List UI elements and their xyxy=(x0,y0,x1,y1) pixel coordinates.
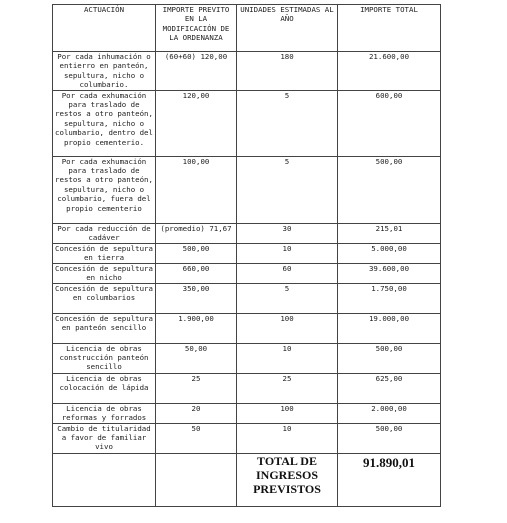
unidades-cell: 5 xyxy=(237,156,338,223)
actuacion-cell: Licencia de obras reformas y forrados xyxy=(53,403,156,423)
total-cell: 39.600,00 xyxy=(338,263,441,283)
unidades-cell: 180 xyxy=(237,52,338,91)
total-cell: 500,00 xyxy=(338,343,441,373)
header-unidades: UNIDADES ESTIMADAS AL AÑO xyxy=(237,5,338,52)
fees-table xyxy=(52,4,441,507)
unidades-cell: 10 xyxy=(237,343,338,373)
unidades-cell: 25 xyxy=(237,373,338,403)
importe-cell: 1.900,00 xyxy=(156,313,237,343)
total-cell: 19.000,00 xyxy=(338,313,441,343)
table-row xyxy=(53,263,441,283)
importe-cell: (promedio) 71,67 xyxy=(156,223,237,243)
total-cell: 21.600,00 xyxy=(338,52,441,91)
unidades-cell: 5 xyxy=(237,90,338,156)
importe-cell: 100,00 xyxy=(156,156,237,223)
actuacion-cell: Concesión de sepultura en columbarios xyxy=(53,283,156,313)
actuacion-cell: Por cada exhumación para traslado de restos a otro panteón, sepultura, nicho o columbario, dentro del propio cementerio. xyxy=(53,90,156,156)
header-row xyxy=(53,5,441,52)
table-row xyxy=(53,52,441,91)
total-cell: 625,00 xyxy=(338,373,441,403)
table-row xyxy=(53,156,441,223)
importe-cell: 500,00 xyxy=(156,243,237,263)
unidades-cell: 100 xyxy=(237,313,338,343)
total-row xyxy=(53,453,441,506)
actuacion-cell: Por cada reducción de cadáver xyxy=(53,223,156,243)
actuacion-cell: Concesión de sepultura en panteón sencillo xyxy=(53,313,156,343)
importe-cell: 350,00 xyxy=(156,283,237,313)
unidades-cell: 10 xyxy=(237,243,338,263)
importe-cell: 120,00 xyxy=(156,90,237,156)
header-actuacion: ACTUACIÓN xyxy=(53,5,156,52)
actuacion-cell: Concesión de sepultura en tierra xyxy=(53,243,156,263)
total-cell: 2.000,00 xyxy=(338,403,441,423)
table-row xyxy=(53,90,441,156)
actuacion-cell: Por cada inhumación o entierro en panteón, sepultura, nicho o columbario. xyxy=(53,52,156,91)
total-cell: 600,00 xyxy=(338,90,441,156)
unidades-cell: 60 xyxy=(237,263,338,283)
unidades-cell: 30 xyxy=(237,223,338,243)
table-row xyxy=(53,403,441,423)
header-total: IMPORTE TOTAL xyxy=(338,5,441,52)
importe-cell: (60+60) 120,00 xyxy=(156,52,237,91)
total-empty-cell xyxy=(53,453,156,506)
table-row xyxy=(53,423,441,453)
importe-cell: 20 xyxy=(156,403,237,423)
unidades-cell: 5 xyxy=(237,283,338,313)
total-cell: 5.000,00 xyxy=(338,243,441,263)
total-empty-cell xyxy=(156,453,237,506)
total-cell: 500,00 xyxy=(338,423,441,453)
table-row xyxy=(53,223,441,243)
importe-cell: 25 xyxy=(156,373,237,403)
total-cell: 215,01 xyxy=(338,223,441,243)
table-row xyxy=(53,343,441,373)
actuacion-cell: Licencia de obras construcción panteón sencillo xyxy=(53,343,156,373)
total-label: TOTAL DE INGRESOS PREVISTOS xyxy=(237,453,338,506)
total-cell: 1.750,00 xyxy=(338,283,441,313)
importe-cell: 660,00 xyxy=(156,263,237,283)
actuacion-cell: Licencia de obras colocación de lápida xyxy=(53,373,156,403)
unidades-cell: 10 xyxy=(237,423,338,453)
actuacion-cell: Cambio de titularidad a favor de familiar vivo xyxy=(53,423,156,453)
table-row xyxy=(53,283,441,313)
importe-cell: 50,00 xyxy=(156,343,237,373)
table-row xyxy=(53,373,441,403)
unidades-cell: 100 xyxy=(237,403,338,423)
header-importe: IMPORTE PREVITO EN LA MODIFICACIÓN DE LA ORDENANZA xyxy=(156,5,237,52)
table-row xyxy=(53,243,441,263)
fee-document xyxy=(52,4,440,507)
table-row xyxy=(53,313,441,343)
total-value: 91.890,01 xyxy=(338,453,441,506)
actuacion-cell: Concesión de sepultura en nicho xyxy=(53,263,156,283)
importe-cell: 50 xyxy=(156,423,237,453)
total-cell: 500,00 xyxy=(338,156,441,223)
actuacion-cell: Por cada exhumación para traslado de restos a otro panteón, sepultura, nicho o columbario, fuera del propio cementerio xyxy=(53,156,156,223)
